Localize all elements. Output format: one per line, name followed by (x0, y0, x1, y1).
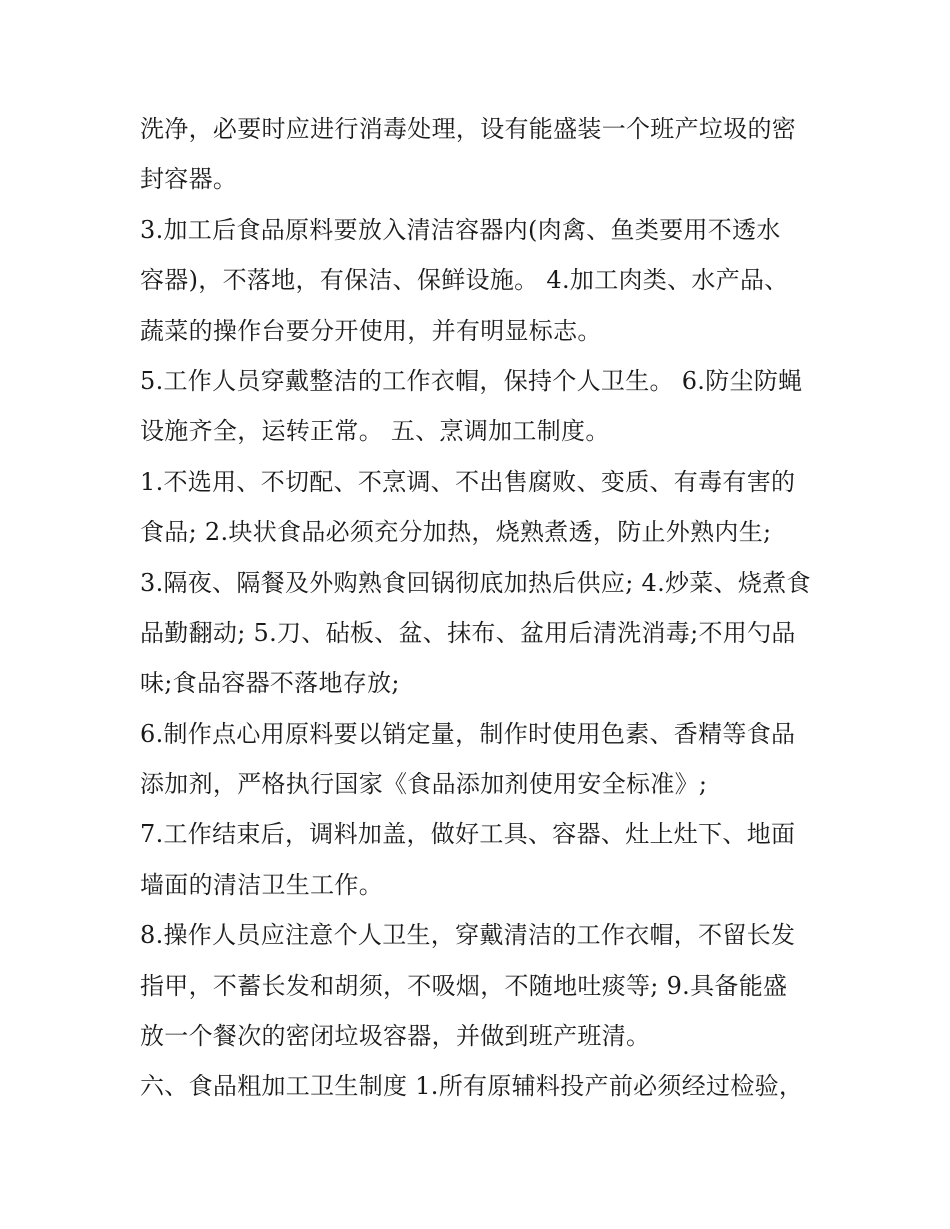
text-line: 洗净，必要时应进行消毒处理，设有能盛装一个班产垃圾的密 (140, 115, 797, 143)
text-line: 放一个餐次的密闭垃圾容器，并做到班产班清。 (140, 1022, 651, 1051)
text-line: 5.工作人员穿戴整洁的工作衣帽，保持个人卫生。 6.防尘防蝇 (140, 366, 803, 395)
document-body (140, 104, 820, 1112)
text-line: 品勤翻动; 5.刀、砧板、盆、抹布、盆用后清洗消毒;不用勺品 (140, 618, 796, 647)
text-line: 指甲，不蓄长发和胡须，不吸烟，不随地吐痰等; 9.具备能盛 (140, 971, 788, 1000)
text-line: 设施齐全，运转正常。 五、烹调加工制度。 (140, 417, 610, 446)
text-line: 3.加工后食品原料要放入清洁容器内(肉禽、鱼类要用不透水 (140, 215, 781, 244)
text-line: 食品; 2.块状食品必须充分加热，烧熟煮透，防止外熟内生; (140, 518, 772, 547)
text-line: 味;食品容器不落地存放; (140, 669, 400, 698)
text-line: 容器)，不落地，有保洁、保鲜设施。 4.加工肉类、水产品、 (140, 266, 789, 295)
text-line: 添加剂，严格执行国家《食品添加剂使用安全标准》; (140, 770, 708, 799)
text-line: 1.不选用、不切配、不烹调、不出售腐败、变质、有毒有害的 (140, 467, 796, 496)
text-line: 7.工作结束后，调料加盖，做好工具、容器、灶上灶下、地面 (140, 820, 796, 849)
text-line: 6.制作点心用原料要以销定量，制作时使用色素、香精等食品 (140, 719, 796, 748)
text-line: 六、食品粗加工卫生制度 1.所有原辅料投产前必须经过检验， (140, 1072, 804, 1101)
text-line: 封容器。 (140, 165, 238, 194)
text-line: 8.操作人员应注意个人卫生，穿戴清洁的工作衣帽，不留长发 (140, 921, 796, 950)
text-line: 3.隔夜、隔餐及外购熟食回锅彻底加热后供应; 4.炒菜、烧煮食 (140, 568, 811, 597)
text-line: 蔬菜的操作台要分开使用，并有明显标志。 (140, 316, 602, 345)
text-line: 墙面的清洁卫生工作。 (140, 870, 383, 899)
